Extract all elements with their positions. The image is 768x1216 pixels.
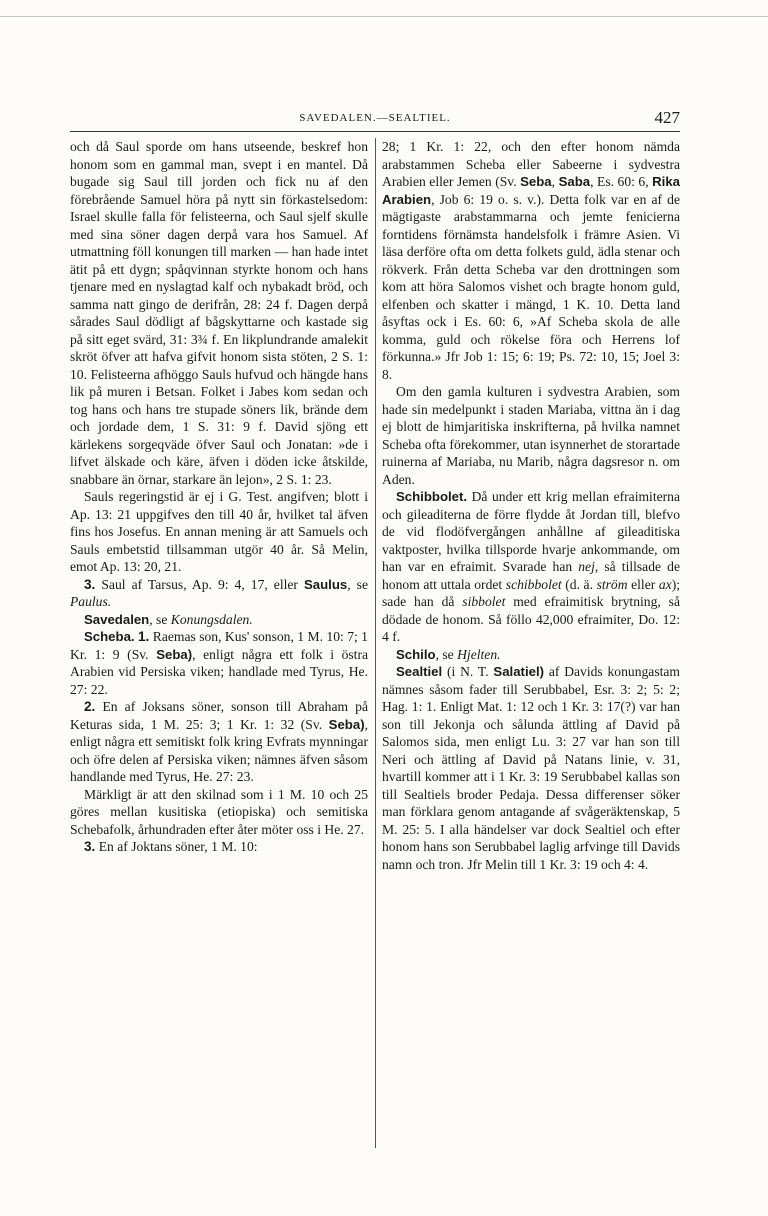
cross-reference: Konungsdalen. bbox=[170, 611, 253, 627]
italic-word: ax bbox=[658, 576, 672, 592]
entry-text: så tillsade de honom att uttala ordet bbox=[382, 559, 680, 592]
entry-text: (d. ä. bbox=[561, 576, 597, 592]
headword: Sealtiel bbox=[396, 664, 443, 679]
page-header bbox=[70, 108, 680, 130]
entry-text: Saul af Tarsus, Ap. 9: 4, 17, eller bbox=[95, 576, 304, 592]
entry-text: , enligt några ett folk i östra Arabien vid Persiska viken; handlade med Tyrus, He. 27: 22. bbox=[70, 646, 368, 697]
entry-text: En af Joksans söner, sonson till Abraham på Keturas sida, 1 M. 25: 3; 1 Kr. 1: 32 (Sv. bbox=[70, 699, 368, 732]
entry-text: , bbox=[551, 174, 559, 189]
sense-number: 1. bbox=[138, 629, 150, 644]
headword-variant: Seba) bbox=[328, 716, 365, 732]
italic-word: nej, bbox=[578, 559, 599, 574]
italic-word: ström bbox=[596, 576, 628, 592]
headword: Scheba. bbox=[84, 629, 135, 644]
page-number: 427 bbox=[654, 108, 680, 127]
entry-text: , enligt några ett semitiskt folk kring Evfrats mynningar och öfre delen af Persiska viken; nämnes äfven såsom handlande med Tyrus, He. 27: 23. bbox=[70, 716, 368, 784]
header-rule bbox=[70, 131, 680, 132]
cross-reference: Paulus. bbox=[70, 594, 112, 609]
paragraph: Sauls regeringstid är ej i G. Test. angifven; blott i Ap. 13: 21 uppgifves den till 40 år, hvilket tal äfven fins hos Josefus. En annan mening är att Samuels och Sauls embetstid tillsamman utgör 40 år. Så Melin, emot Ap. 13: 20, 21. bbox=[70, 489, 368, 574]
entry-text: Raemas son, Kus' sonson, 1 M. 10: 7; 1 Kr. 1: 9 (Sv. bbox=[70, 629, 368, 662]
left-column bbox=[70, 138, 368, 1150]
entry-text: , se bbox=[435, 646, 458, 662]
entry-text: ); sade han då bbox=[382, 576, 680, 609]
paragraph: Om den gamla kulturen i sydvestra Arabien, som hade sin medelpunkt i staden Mariaba, vittna än i dag ej blott de himjaritiska inskrifterna, på hvilka namnet Scheba ofta förekommer, utan isynnerhet de storartade ruinerna af Mariaba, nu Marib, några dagsresor n. om Aden. bbox=[382, 384, 680, 487]
right-column bbox=[382, 138, 680, 1150]
entry-text: , se bbox=[149, 611, 171, 627]
paragraph: och då Saul sporde om hans utseende, beskref hon honom som en gammal man, svept i en mantel. Då bugade sig Saul till jorden och fick nu af den förebrående Samuel höra på nytt sin förkastelsedom: Israel skulle falla för felisteerna, och Saul sjelf skulle med sina söner dagen derpå vara hos Samuel. Af utmattning föll konungen till marken — han hade intet ätit på ett dygn; spåqvinnan styrkte honom och hans tjenare med en nyslagtad kalf och nybakadt bröd, och samma natt gingo de derifrån, 28: 24 f. Dagen derpå sårades Saul dödligt af bågskyttarne och kastade sig på sitt eget svärd, 31: 3¾ f. En likplundrande amalekit skröt öfver att hafva gifvit honom sista stöten, 2 S. 1: 10. Felisteerna afhöggo Sauls hufvud och hängde hans lik på muren i Betsan. Folket i Jabes kom sedan och tog hans och hans tre stupade söners lik, brände dem och jordade dem, 1 S. 31: 9 f. David sjöng ett kärlekens sorgeqväde öfver Saul och Jonatan: »de i lifvet älskade och käre, äfven i döden icke åtskilde, snabbare än örnar, starkare än lejon», 2 S. 1: 23. bbox=[70, 139, 368, 487]
paragraph bbox=[70, 838, 368, 856]
column-divider bbox=[375, 138, 376, 1148]
entry-text: , Job 6: 19 o. s. v.). Detta folk var en af de mägtigaste arabstammarna och jemte fenicierna forntidens förnämsta handelsfolk i främre Asien. Vi läsa derföre ofta om detta folkets guld, ädla stenar och rökverk. Från detta Scheba var den drottningen som kom att höra Salomos vishet och bragte honom guld, elfenben och skatter i mängd, 1 K. 10. Detta land åsyftas ock i Es. 60: 6, »Af Scheba skola de alle komma, guld och rökelse föra och Herrens lof förkunna.» Jfr Job 1: 15; 6: 19; Ps. 72: 10, 15; Joel 3: 8. bbox=[382, 191, 680, 382]
entry bbox=[382, 646, 680, 664]
sense-number: 2. bbox=[84, 699, 96, 714]
sense-number: 3. bbox=[84, 576, 96, 592]
entry bbox=[382, 488, 680, 646]
headword: Savedalen bbox=[84, 611, 150, 627]
scan-top-edge bbox=[0, 16, 768, 17]
headword-variant: Seba) bbox=[156, 646, 193, 662]
paragraph: Märkligt är att den skilnad som i 1 M. 10 och 25 göres mellan kusitiska (etiopiska) och semitiska Schebafolk, århundraden efter åter möter oss i He. 27. bbox=[70, 786, 368, 837]
headword-variant: Seba bbox=[520, 174, 552, 189]
headword: Saulus bbox=[303, 576, 348, 592]
headword-variant: Saba bbox=[558, 174, 591, 189]
paragraph bbox=[382, 138, 680, 383]
entry-text: af Davids konungastam nämnes såsom fader till Serubbabel, Esr. 3: 2; 5: 2; Hag. 1: 1. Enligt Mat. 1: 12 och 1 Kr. 3: 17(?) var han son till Jekonja och sålunda ättling af David på Salomos sida, men enligt Lu. 3: 27 var han son till Neri och ättling af David på Natans linie, v. 31, hvartill kommer att i 1 Kr. 3: 19 Serubbabel kallas son till Sealtiels broder Pedaja. Dessa differenser söker man förklara genom antagande af svågeräktenskap, 5 M. 25: 5. I alla händelser var dock Sealtiel och efter honom hans son Serubbabel laglig arfvinge till Davids namn och tron. Jfr Melin till 1 Kr. 3: 19 och 4: 4. bbox=[382, 664, 680, 872]
running-head: SAVEDALEN.—SEALTIEL. bbox=[299, 112, 451, 124]
italic-word: schibbolet bbox=[505, 576, 562, 592]
headword-variant: Salatiel) bbox=[493, 664, 544, 679]
paragraph bbox=[70, 698, 368, 786]
sense-number: 3. bbox=[84, 839, 96, 854]
entry-text: Då under ett krig mellan efraimiterna och gileaditerna de förre flydde åt Jordan till, blefvo de vid flodöfvergången anhållne af gileaditiska vaktposter, hvilka tillsporde hvarje ankommande, om han var en efraimit. Svarade han bbox=[382, 489, 680, 574]
cross-reference: Hjelten. bbox=[457, 646, 501, 662]
italic-word: sibbolet bbox=[462, 594, 506, 609]
entry-text: En af Joktans söner, 1 M. 10: bbox=[95, 839, 258, 854]
entry-text: med efraimitisk brytning, så dödade de honom. Så föllo 42,000 efraimiter, Do. 12: 4 f. bbox=[382, 594, 680, 644]
entry bbox=[70, 628, 368, 698]
entry-text: 28; 1 Kr. 1: 22, och den efter honom nämda arabstammen Scheba eller Sabeerne i sydvestra Arabien eller Jemen (Sv. bbox=[382, 139, 680, 189]
entry bbox=[382, 663, 680, 873]
entry bbox=[70, 611, 368, 629]
headword-variant: Rika Arabien bbox=[382, 174, 680, 207]
headword: Schilo bbox=[396, 646, 436, 662]
headword: Schibbolet. bbox=[396, 489, 468, 504]
paragraph bbox=[70, 576, 368, 611]
entry-text: eller bbox=[627, 576, 659, 592]
entry-text: (i N. T. bbox=[442, 664, 494, 679]
entry-text: , se bbox=[347, 576, 368, 592]
entry-text: , Es. 60: 6, bbox=[590, 174, 653, 189]
